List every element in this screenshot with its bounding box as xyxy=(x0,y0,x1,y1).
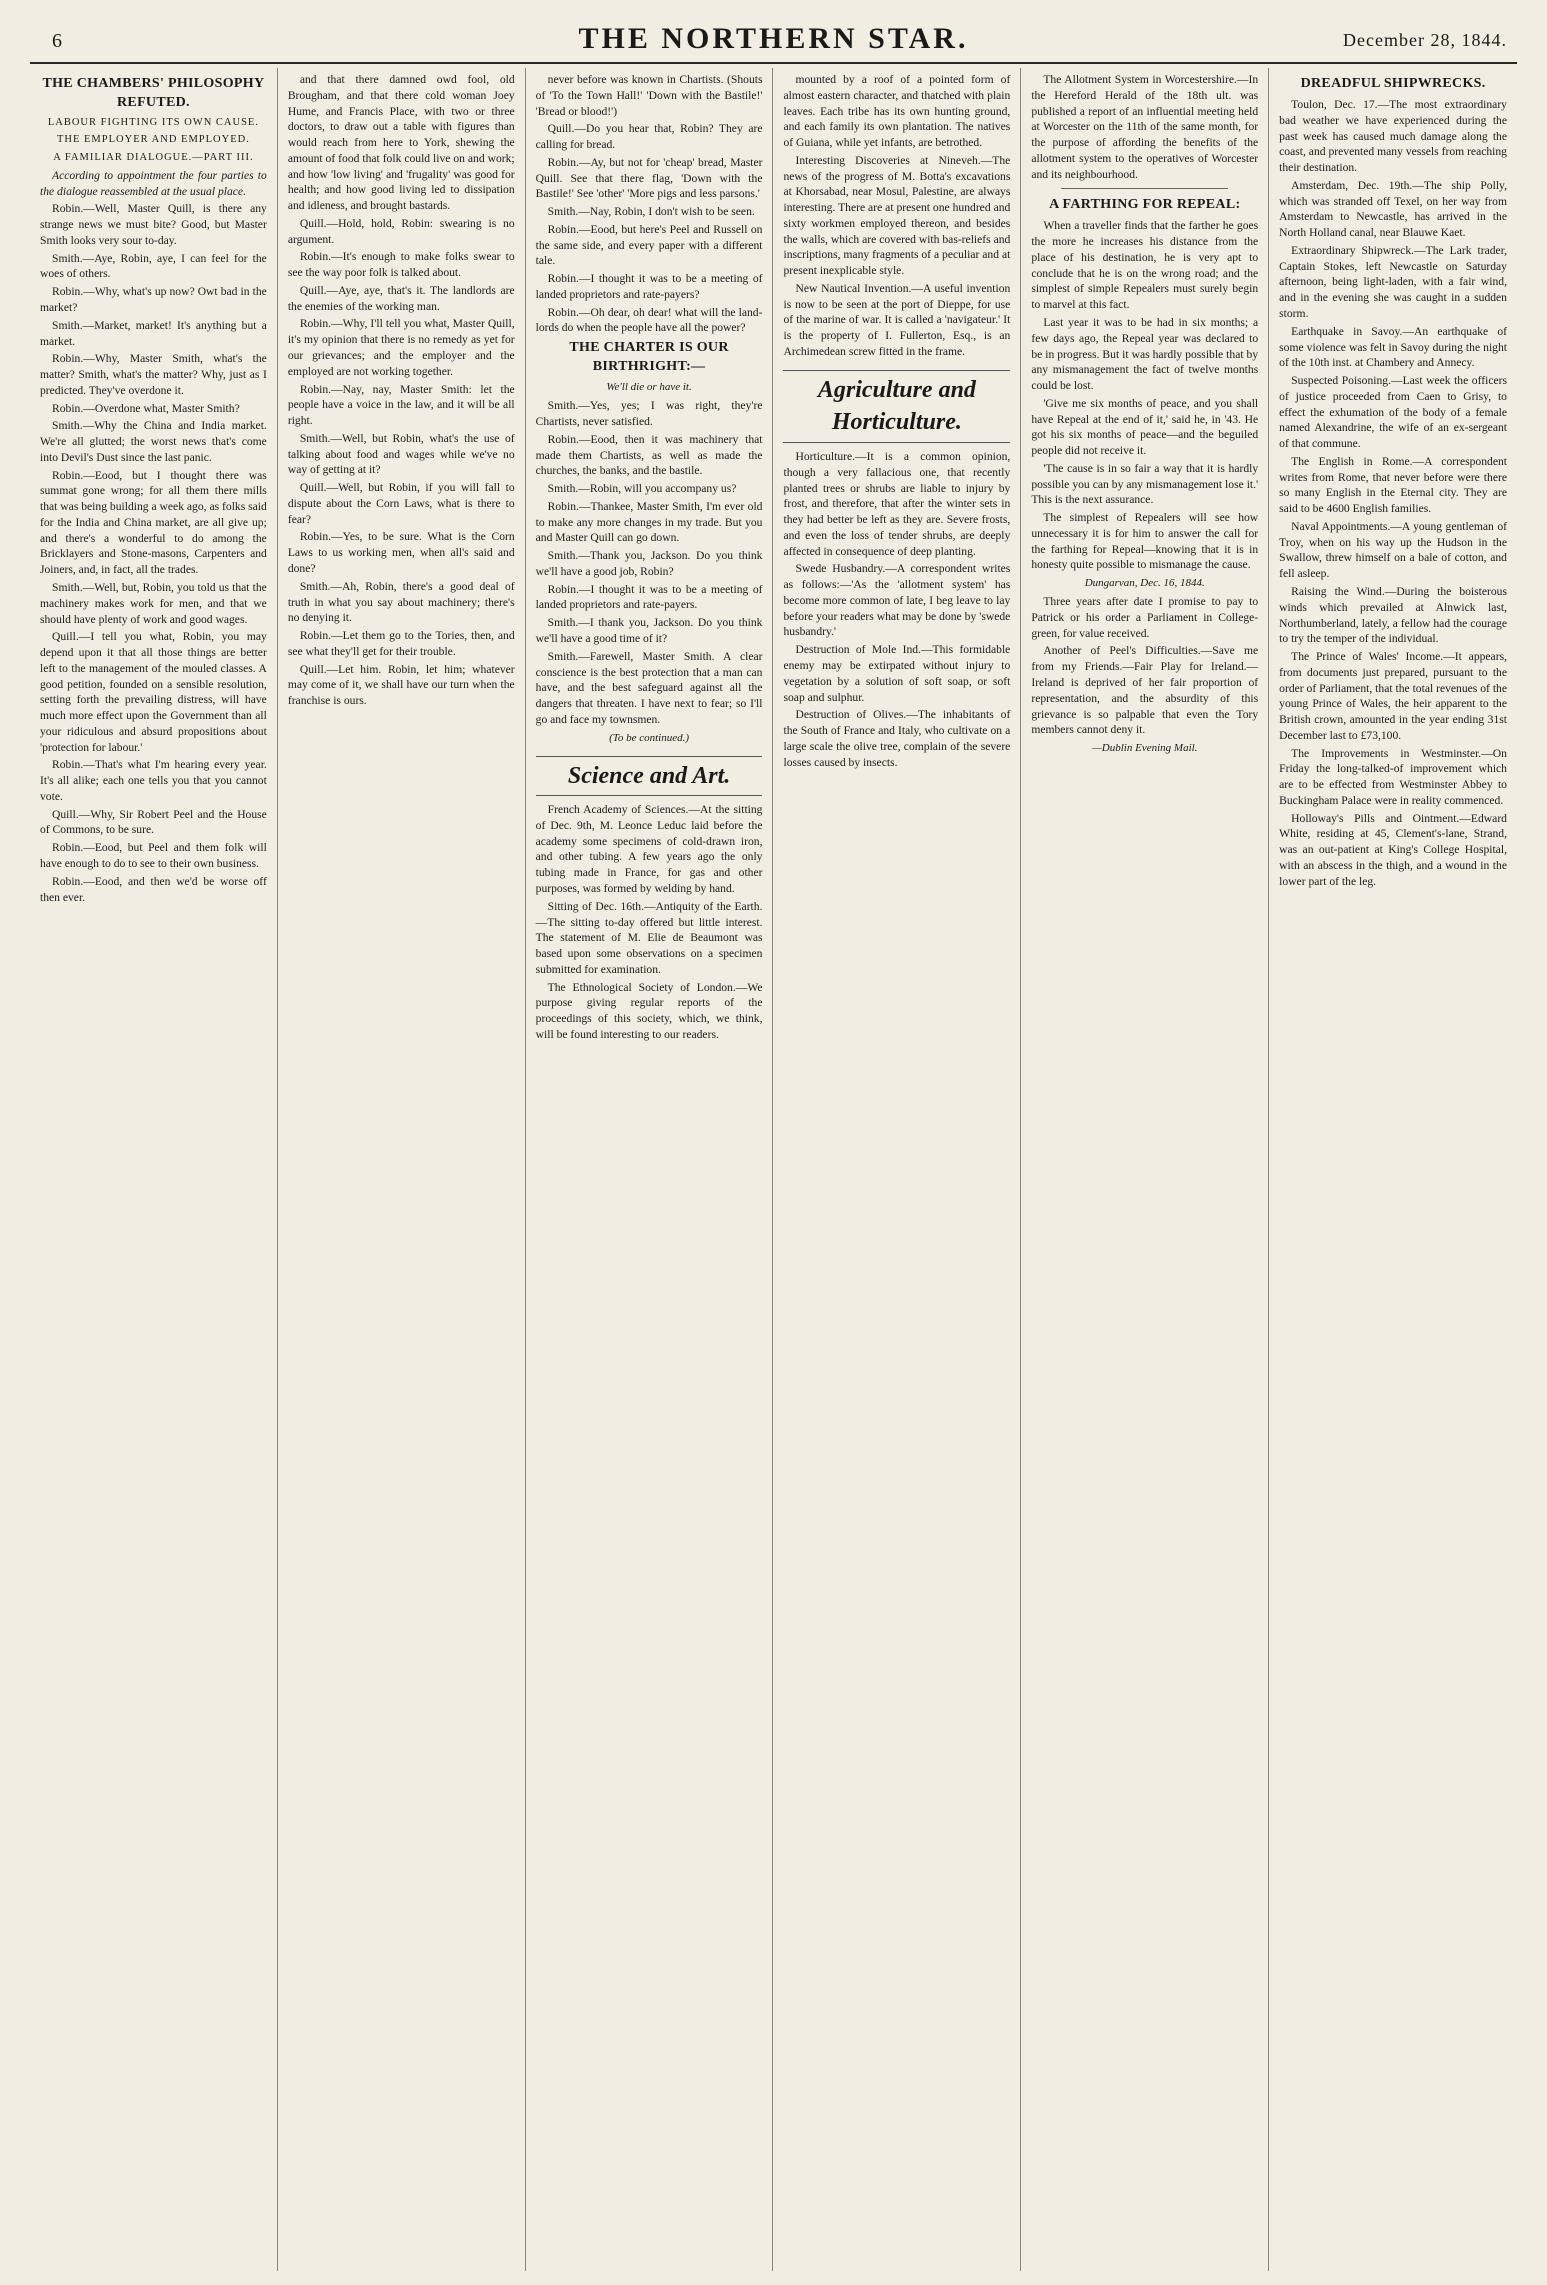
paragraph: Quill.—Aye, aye, that's it. The landlords are the enemies of the working man. xyxy=(287,283,515,313)
continued-note: (To be continued.) xyxy=(609,731,690,744)
article-subhead: LABOUR FIGHTING ITS OWN CAUSE. xyxy=(47,117,259,129)
paragraph: Horticulture.—It is a common opinion, though a very fallacious one, that recently planted trees or shrubs are liable to injury by frost, and therefore, that after the winter sets in they had better be left as they are. Severe frosts, and even the loss of tender shrubs, are deeply affected in consequence of deep planting. xyxy=(783,450,1011,558)
paragraph: Quill.—Do you hear that, Robin? They are calling for bread. xyxy=(535,122,763,152)
paragraph: Quill.—Why, Sir Robert Peel and the House of Commons, to be sure. xyxy=(40,807,267,837)
paragraph: Suspected Poisoning.—Last week the officers of justice proceeded from Caen to Grisy, to effect the exhumation of the body of a female named Alexandrine, the wife of an ex-sergeant of that commune. xyxy=(1279,374,1507,451)
paragraph: Robin.—Let them go to the Tories, then, and see what they'll get for their trouble. xyxy=(287,629,515,658)
column-1 xyxy=(30,68,278,2271)
article-subhead: THE EMPLOYER AND EMPLOYED. xyxy=(56,134,250,146)
paragraph: New Nautical Invention.—A useful invention is now to be seen at the port of Dieppe, for use of the marine of war. It is called a 'navigateur.' It is the property of I. Fullerton, Esq., is an Archimedean screw fitted in the frame. xyxy=(783,281,1011,359)
paragraph: Smith.—Well, but, Robin, you told us that the machinery makes work for men, and that we should have plenty of work and good wages. xyxy=(40,581,267,626)
paragraph: 'Give me six months of peace, and you shall have Repeal at the end of it,' said he, in '43. He got his six months of peace—and the beguiled people did not receive it. xyxy=(1031,396,1259,458)
paragraph: Robin.—Why, what's up now? Owt bad in the market? xyxy=(40,285,267,314)
paragraph: Quill.—Well, but Robin, if you will fall to dispute about the Corn Laws, what is there to fear? xyxy=(287,481,515,526)
paragraph: Smith.—Why the China and India market. We're all glutted; the worst news that's come into Devil's Dust since the last panic. xyxy=(40,419,267,464)
article-headline: THE CHAMBERS' PHILOSOPHY REFUTED. xyxy=(42,76,265,111)
paragraph: Raising the Wind.—During the boisterous winds which prevailed at Alnwick last, Northumberland, lately, a fellow had the courage to try the temper of the individual. xyxy=(1279,585,1507,646)
paragraph: Robin.—Eood, but Peel and them folk will have enough to do to see to their own business. xyxy=(40,841,267,871)
paragraph: Robin.—Yes, to be sure. What is the Corn Laws to us working men, when all's said and done? xyxy=(287,530,515,575)
paragraph: never before was known in Chartists. (Shouts of 'To the Town Hall!' 'Down with the Bastile!' 'Bread or blood!') xyxy=(535,73,763,118)
paragraph: Robin.—I thought it was to be a meeting of landed proprietors and rate-payers. xyxy=(535,582,763,612)
paragraph: Smith.—Ah, Robin, there's a good deal of truth in what you say about machinery; there's no denying it. xyxy=(287,579,515,625)
paragraph: Toulon, Dec. 17.—The most extraordinary bad weather we have experienced during the past week has caused much damage along the coast, and prevented many vessels from reaching their destination. xyxy=(1279,98,1507,175)
column-6 xyxy=(1269,68,1517,2271)
paragraph: Smith.—Market, market! It's anything but a market. xyxy=(40,318,267,348)
paragraph: Robin.—Well, Master Quill, is there any strange news we must bite? Good, but Master Smith looks very sour to-day. xyxy=(40,202,267,247)
page-number: 6 xyxy=(52,30,62,52)
paragraph: Quill.—Let him. Robin, let him; whatever may come of it, we shall have our turn when the franchise is ours. xyxy=(287,662,515,708)
paragraph: Smith.—I thank you, Jackson. Do you think we'll have a good time of it? xyxy=(535,616,763,645)
paragraph: Swede Husbandry.—A correspondent writes as follows:—'As the 'allotment system' has become more common of late, I beg leave to lay before your readers what may be done by 'swede husbandry.' xyxy=(783,562,1011,639)
masthead xyxy=(30,18,1517,64)
column-5 xyxy=(1021,68,1269,2271)
paragraph: Robin.—Ay, but not for 'cheap' bread, Master Quill. See that there flag, 'Down with the Bastile!' See 'other' 'More pigs and less parsons.' xyxy=(535,155,763,201)
paragraph: The Ethnological Society of London.—We purpose giving regular reports of the proceedings of this society, which, we think, will be found interesting to our readers. xyxy=(535,980,763,1041)
paragraph: Extraordinary Shipwreck.—The Lark trader, Captain Stokes, left Newcastle on Saturday afternoon, being light-laden, with a fair wind, and in the evening she was caught in a sudden storm. xyxy=(1279,243,1507,320)
paragraph: Robin.—It's enough to make folks swear to see the way poor folk is talked about. xyxy=(287,250,515,280)
paragraph: Smith.—Nay, Robin, I don't wish to be seen. xyxy=(547,205,755,219)
paragraph: Earthquake in Savoy.—An earthquake of some violence was felt in Savoy during the night of the 10th inst. at Chambery and Annecy. xyxy=(1279,324,1507,370)
paragraph: The Allotment System in Worcestershire.—In the Hereford Herald of the 18th ult. was published a report of an influential meeting held at Worcester on the 11th of the same month, for the purpose of affording the benefits of the allotment system to the operatives of Worcester and its neighbourhood. xyxy=(1031,73,1259,181)
banner-text: THE CHARTER IS OUR BIRTHRIGHT:— xyxy=(569,340,729,375)
paragraph: When a traveller finds that the farther he goes the more he increases his distance from the place of his destination, he is very apt to conclude that he is on the wrong road; and the simplest of simple Repealers must surely begin to marvel at this fact. xyxy=(1031,219,1259,312)
issue-date: December 28, 1844. xyxy=(1343,30,1507,50)
dateline: Dungarvan, Dec. 16, 1844. xyxy=(1084,577,1205,590)
paragraph: Smith.—Robin, will you accompany us? xyxy=(547,482,737,496)
paragraph: Robin.—Nay, nay, Master Smith: let the people have a voice in the law, and it will be all right. xyxy=(287,382,515,428)
columns xyxy=(30,68,1517,2271)
banner-motto: We'll die or have it. xyxy=(606,381,692,394)
paragraph: The English in Rome.—A correspondent writes from Rome, that never before were there so many English in the Eternal city. They are said to be 4600 English families. xyxy=(1279,454,1507,516)
paragraph: Quill.—Hold, hold, Robin: swearing is no argument. xyxy=(287,216,515,246)
paragraph: Smith.—Thank you, Jackson. Do you think we'll have a good job, Robin? xyxy=(535,549,763,578)
paragraph: Three years after date I promise to pay to Patrick or his order a Parliament in College-green, for value received. xyxy=(1031,595,1259,640)
paragraph: Smith.—Farewell, Master Smith. A clear conscience is the best protection that a man can have, and the best safeguard against all the dangers that threaten. I have next to fear; so I'll go and face my townsmen. xyxy=(535,649,763,726)
paragraph: Robin.—Eood, then it was machinery that made them Chartists, as well as made the churches, the banks, and the bastile. xyxy=(535,432,763,478)
paragraph: Naval Appointments.—A young gentleman of Troy, when on his way up the Hudson in the Swallow, threw himself on a bale of cotton, and fell asleep. xyxy=(1279,519,1507,581)
paragraph: Robin.—That's what I'm hearing every year. It's all alike; each one tells you that you cannot vote. xyxy=(40,758,267,803)
paragraph: The Prince of Wales' Income.—It appears, from documents just prepared, pursuant to the order of Parliament, that the total revenues of the young Prince of Wales, the heir apparent to the British crown, amounted in the year ending 31st December last to £73,100. xyxy=(1279,650,1507,742)
paragraph: Last year it was to be had in six months; a few days ago, the Repeal year was declared to be in progress. But it was hardly possible that by any mismanagement the fact of twelve months could be lost. xyxy=(1031,315,1259,393)
paragraph: Interesting Discoveries at Nineveh.—The news of the progress of M. Botta's excavations at Khorsabad, near Mosul, Palestine, are always interesting. There are at present one hundred and sixty workmen employed thereon, and besides the walls, which are covered with bas-reliefs and inscriptions, many fragments of a peculiar and at present inexplicable style. xyxy=(783,153,1011,278)
paragraph: Robin.—Why, Master Smith, what's the matter? Smith, what's the matter? Why, just as I predicted. They've overdone it. xyxy=(40,352,267,397)
paragraph: Robin.—Oh dear, oh dear! what will the land-lords do when the people have all the power? xyxy=(535,305,763,335)
source-credit: —Dublin Evening Mail. xyxy=(1092,742,1198,755)
article-headline: DREADFUL SHIPWRECKS. xyxy=(1300,76,1486,91)
paragraph: Smith.—Well, but Robin, what's the use of talking about food and wages while we've no way of getting at it? xyxy=(287,431,515,477)
paragraph: mounted by a roof of a pointed form of almost eastern character, and thatched with plain leaves. Each tribe has its own hunting ground, and each family its own plantation. The natives of Guiana, while yet infants, are betrothed. xyxy=(783,73,1011,150)
article-intro: According to appointment the four parties to the dialogue reassembled at the usual place. xyxy=(40,168,267,198)
paragraph: 'The cause is in so fair a way that it is hardly possible you can by any mismanagement lose it.' This is the next assurance. xyxy=(1031,461,1259,507)
paragraph: The simplest of Repealers will see how unnecessary it is for him to answer the call for the farthing for Repeal—knowing that it is in honesty quite possible to mismanage the cause. xyxy=(1031,511,1259,572)
column-3 xyxy=(526,68,774,2271)
paragraph: Sitting of Dec. 16th.—Antiquity of the Earth.—The sitting to-day offered but little interest. The statement of M. Elie de Beaumont was based upon some observations on a specimen submitted for examination. xyxy=(535,899,763,976)
paragraph: The Improvements in Westminster.—On Friday the long-talked-of improvement which are to be effected from Westminster Abbey to Buckingham Palace were in reality commenced. xyxy=(1279,746,1507,807)
article-headline: A FARTHING FOR REPEAL: xyxy=(1049,197,1241,213)
section-heading-science: Science and Art. xyxy=(536,756,763,797)
paragraph: Robin.—Thankee, Master Smith, I'm ever old to make any more changes in my trade. But you and Master Quill can go down. xyxy=(535,499,763,545)
paragraph: Robin.—Eood, but I thought there was summat gone wrong; for all them there mills that was being building a week ago, as folks said for the India and China market, are all give up; and there's a wonderful to do among the Bricklayers and Stone-masons, Carpenters and Joiners, and, in fact, all the trades. xyxy=(40,468,267,577)
paragraph: Quill.—I tell you what, Robin, you may depend upon it that all those things are better left to the management of the mouled classes. A good petition, founded on a sensible resolution, setting forth the prevailing distress, will have much more effect upon the Government than all your ridiculous and absurd propositions about 'protection for labour.' xyxy=(40,630,267,754)
column-2 xyxy=(278,68,526,2271)
paragraph: Destruction of Olives.—The inhabitants of the South of France and Italy, who cultivate on a large scale the olive tree, complain of the severe losses caused by insects. xyxy=(783,708,1011,769)
divider xyxy=(1061,188,1228,189)
article-subhead: A FAMILIAR DIALOGUE.—PART III. xyxy=(53,151,254,163)
paragraph: Smith.—Aye, Robin, aye, I can feel for the woes of others. xyxy=(40,251,267,281)
column-4 xyxy=(773,68,1021,2271)
paragraph: Amsterdam, Dec. 19th.—The ship Polly, which was stranded off Texel, on her way from Amsterdam to Newcastle, has arrived in the North Holland canal, near Blauwe Kaet. xyxy=(1279,178,1507,240)
paragraph: Robin.—Eood, but here's Peel and Russell on the same side, and every paper with a different tale. xyxy=(535,222,763,268)
newspaper-title: THE NORTHERN STAR. xyxy=(578,22,969,55)
paragraph: Holloway's Pills and Ointment.—Edward White, residing at 45, Clement's-lane, Strand, was an out-patient at King's College Hospital, with an abscess in the thigh, and a wound in the lower part of the leg. xyxy=(1279,811,1507,888)
paragraph: and that there damned owd fool, old Brougham, and that there cold woman Joey Hume, and Francis Place, with two or three doctors, to draw out a table with figures than would reach from here to York, shewing the amount of food that folk could live on and work; and how 'low living' and 'frugality' was good for health; and how good living led to dissipation and idleness, and brought bastards. xyxy=(287,73,515,213)
paragraph: Smith.—Yes, yes; I was right, they're Chartists, never satisfied. xyxy=(535,399,763,429)
paragraph: Robin.—Overdone what, Master Smith? xyxy=(52,401,240,415)
section-heading-agriculture: Agriculture and Horticulture. xyxy=(783,370,1010,443)
paragraph: Another of Peel's Difficulties.—Save me from my Friends.—Fair Play for Ireland.—Ireland is deprived of her fair proportion of representation, and the absurdity of this grievance is so palpable that even the Tory members cannot deny it. xyxy=(1031,644,1259,737)
paragraph: Robin.—Why, I'll tell you what, Master Quill, it's my opinion that there is no remedy as yet for our grievances; and the employer and the employed are not working together. xyxy=(287,317,515,378)
paragraph: French Academy of Sciences.—At the sitting of Dec. 9th, M. Leonce Leduc laid before the academy some specimens of cold-drawn iron, and other tubing. A few years ago the only tubing made in France, for gas and other purposes, was formed by welding by hand. xyxy=(535,803,763,895)
paragraph: Robin.—I thought it was to be a meeting of landed proprietors and rate-payers? xyxy=(535,272,763,301)
paragraph: Destruction of Mole Ind.—This formidable enemy may be extirpated without injury to vegetation by a solution of soft soap, or soft soap and sulphur. xyxy=(783,643,1011,704)
paragraph: Robin.—Eood, and then we'd be worse off then ever. xyxy=(40,874,267,904)
